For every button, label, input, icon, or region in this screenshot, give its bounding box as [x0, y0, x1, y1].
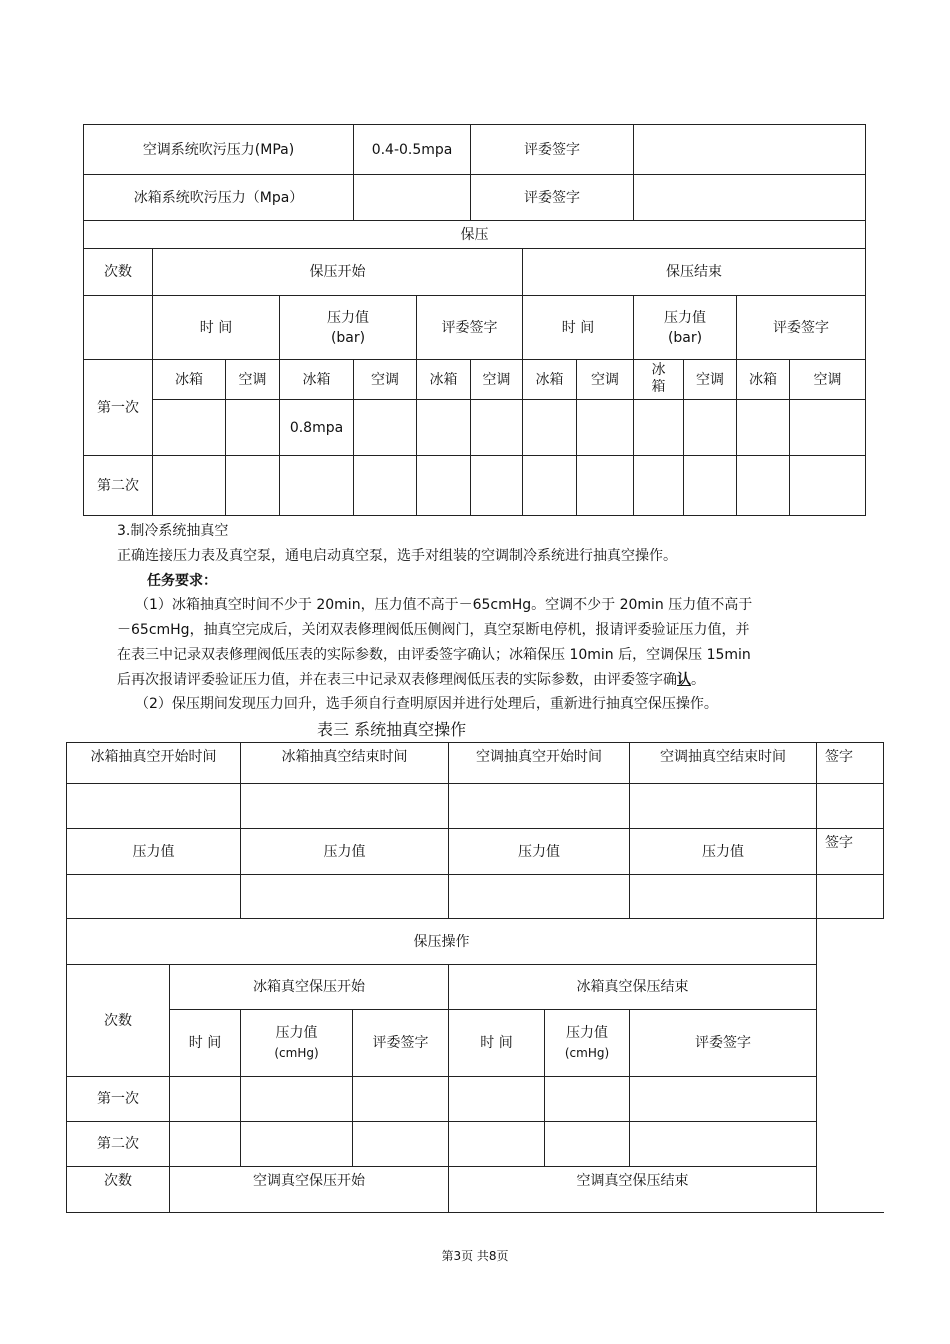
- hold-section-title: 保压: [84, 221, 866, 249]
- ac-vacuum-end-header: 空调抽真空结束时间: [630, 743, 817, 784]
- times-header: 次数: [67, 1167, 170, 1213]
- ac-blowdown-label: 空调系统吹污压力(MPa): [84, 125, 354, 175]
- judge-sign-cell[interactable]: [634, 125, 866, 175]
- fridge-header: 冰箱: [417, 360, 471, 400]
- pressure-unit: (cmHg): [274, 1046, 319, 1060]
- fridge-vacuum-start-header: 冰箱抽真空开始时间: [67, 743, 241, 784]
- data-cell[interactable]: [449, 1077, 545, 1122]
- data-cell[interactable]: [449, 784, 630, 829]
- hold-end-header: 保压结束: [523, 249, 866, 296]
- first-row-label: 第一次: [67, 1077, 170, 1122]
- fridge-char-1: 冰: [651, 362, 666, 378]
- data-cell[interactable]: [790, 456, 866, 516]
- blowdown-hold-table: [83, 124, 866, 516]
- judge-sign-header: 评委签字: [737, 296, 866, 360]
- empty-margin: [817, 965, 884, 1010]
- data-cell[interactable]: [817, 875, 884, 919]
- data-cell[interactable]: [417, 400, 471, 456]
- data-cell[interactable]: [545, 1122, 630, 1167]
- requirement-1-line-4-end: 。: [691, 672, 705, 688]
- data-cell[interactable]: [630, 1077, 817, 1122]
- pressure-header: [241, 1010, 353, 1077]
- time-header: 时 间: [449, 1010, 545, 1077]
- data-cell[interactable]: [353, 1077, 449, 1122]
- ac-header: 空调: [577, 360, 634, 400]
- table3-caption: 表三 系统抽真空操作: [317, 720, 467, 739]
- data-cell[interactable]: [684, 400, 737, 456]
- empty-margin: [817, 1010, 884, 1077]
- pressure-label: 压力值: [566, 1025, 608, 1041]
- pressure-header: 压力值: [449, 829, 630, 875]
- fridge-header-vertical: [634, 360, 684, 400]
- hold-start-header: 保压开始: [153, 249, 523, 296]
- fridge-vacuum-end-header: 冰箱抽真空结束时间: [241, 743, 449, 784]
- judge-sign-header: 评委签字: [353, 1010, 449, 1077]
- section-heading: 3.制冷系统抽真空: [117, 523, 229, 539]
- pressure-header: [280, 296, 417, 360]
- ac-header: 空调: [790, 360, 866, 400]
- data-cell[interactable]: [449, 1122, 545, 1167]
- pressure-header: [634, 296, 737, 360]
- ac-header: 空调: [684, 360, 737, 400]
- data-cell[interactable]: [354, 456, 417, 516]
- fridge-hold-start-header: 冰箱真空保压开始: [170, 965, 449, 1010]
- data-cell[interactable]: [153, 456, 226, 516]
- data-cell[interactable]: [354, 400, 417, 456]
- ac-header: 空调: [354, 360, 417, 400]
- data-cell[interactable]: [471, 456, 523, 516]
- hold-operation-title: 保压操作: [67, 919, 817, 965]
- requirement-1-line-3: 在表三中记录双表修理阀低压表的实际参数，由评委签字确认；冰箱保压 10min 后，空调保压 15min: [117, 647, 751, 663]
- time-header: 时 间: [170, 1010, 241, 1077]
- data-cell[interactable]: [67, 875, 241, 919]
- task-requirements-title: 任务要求：: [147, 573, 217, 589]
- pressure-label: 压力值: [664, 309, 707, 326]
- requirement-1-line-1: （1）冰箱抽真空时间不少于 20min，压力值不高于－65cmHg。空调不少于 20min 压力值不高于: [135, 597, 753, 613]
- ac-header: 空调: [471, 360, 523, 400]
- data-cell[interactable]: [170, 1122, 241, 1167]
- empty-margin: [817, 919, 884, 965]
- time-header: 时 间: [523, 296, 634, 360]
- pressure-header: [545, 1010, 630, 1077]
- data-cell[interactable]: [630, 784, 817, 829]
- data-cell[interactable]: [241, 784, 449, 829]
- empty-margin: [817, 1122, 884, 1167]
- judge-sign-label: 评委签字: [471, 125, 634, 175]
- data-cell[interactable]: [577, 400, 634, 456]
- second-row-label: 第二次: [67, 1122, 170, 1167]
- data-cell[interactable]: [67, 784, 241, 829]
- second-row-label: 第二次: [84, 456, 153, 516]
- data-cell[interactable]: [226, 400, 280, 456]
- pressure-header: 压力值: [67, 829, 241, 875]
- ac-header: 空调: [226, 360, 280, 400]
- fridge-blowdown-value[interactable]: [354, 175, 471, 221]
- pressure-unit: (bar): [330, 329, 366, 346]
- pressure-unit: (bar): [667, 329, 703, 346]
- section-intro: 正确连接压力表及真空泵，通电启动真空泵，选手对组装的空调制冷系统进行抽真空操作。: [117, 548, 677, 564]
- ac-hold-start-header: 空调真空保压开始: [170, 1167, 449, 1213]
- requirement-2: （2）保压期间发现压力回升，选手须自行查明原因并进行处理后，重新进行抽真空保压操作。: [135, 696, 718, 712]
- pressure-label: 压力值: [275, 1025, 318, 1041]
- data-cell[interactable]: [737, 456, 790, 516]
- confirm-underlined: 认: [677, 672, 691, 688]
- data-cell[interactable]: [523, 400, 577, 456]
- judge-sign-label: 评委签字: [471, 175, 634, 221]
- data-cell[interactable]: [577, 456, 634, 516]
- data-cell[interactable]: [817, 784, 884, 829]
- first-row-label: 第一次: [84, 360, 153, 456]
- ac-vacuum-start-header: 空调抽真空开始时间: [449, 743, 630, 784]
- data-cell[interactable]: [471, 400, 523, 456]
- data-cell[interactable]: [634, 456, 684, 516]
- pressure-header: 压力值: [241, 829, 449, 875]
- judge-sign-header: 评委签字: [630, 1010, 817, 1077]
- data-cell[interactable]: [630, 875, 817, 919]
- times-header: 次数: [84, 249, 153, 296]
- empty-margin: [817, 1167, 884, 1213]
- data-cell[interactable]: [241, 1077, 353, 1122]
- empty-margin: [817, 1077, 884, 1122]
- data-cell[interactable]: [449, 875, 630, 919]
- vacuum-operation-table: [66, 742, 884, 1213]
- sign-header: 签字: [817, 829, 884, 875]
- requirement-1-line-4-text: 后再次报请评委验证压力值，并在表三中记录双表修理阀低压表的实际参数，由评委签字确: [117, 672, 677, 688]
- pressure-unit: (cmHg): [564, 1046, 610, 1060]
- fridge-header: 冰箱: [280, 360, 354, 400]
- data-cell[interactable]: [737, 400, 790, 456]
- data-cell[interactable]: [153, 400, 226, 456]
- times-header: 次数: [67, 965, 170, 1077]
- pressure-label: 压力值: [327, 309, 370, 326]
- sign-header: 签字: [817, 743, 884, 784]
- fridge-blowdown-label: 冰箱系统吹污压力（Mpa）: [84, 175, 354, 221]
- judge-sign-header: 评委签字: [417, 296, 523, 360]
- fridge-header: 冰箱: [523, 360, 577, 400]
- data-cell[interactable]: [280, 456, 354, 516]
- data-cell[interactable]: [353, 1122, 449, 1167]
- judge-sign-cell[interactable]: [634, 175, 866, 221]
- ac-blowdown-value: 0.4-0.5mpa: [354, 125, 471, 175]
- fridge-header: 冰箱: [153, 360, 226, 400]
- data-cell[interactable]: [417, 456, 471, 516]
- data-cell[interactable]: [523, 456, 577, 516]
- time-header: 时 间: [153, 296, 280, 360]
- data-cell[interactable]: [634, 400, 684, 456]
- fridge-hold-end-header: 冰箱真空保压结束: [449, 965, 817, 1010]
- data-cell[interactable]: [170, 1077, 241, 1122]
- fridge-header: 冰箱: [737, 360, 790, 400]
- data-cell[interactable]: [684, 456, 737, 516]
- requirement-1-line-2: －65cmHg，抽真空完成后，关闭双表修理阀低压侧阀门，真空泵断电停机，报请评委验证压力值，并: [117, 622, 750, 638]
- ac-hold-end-header: 空调真空保压结束: [449, 1167, 817, 1213]
- pressure-header: 压力值: [630, 829, 817, 875]
- fridge-char-2: 箱: [651, 379, 666, 392]
- data-cell[interactable]: [630, 1122, 817, 1167]
- data-cell[interactable]: [545, 1077, 630, 1122]
- data-cell[interactable]: [226, 456, 280, 516]
- requirement-1-line-4: [117, 668, 705, 692]
- data-cell[interactable]: [241, 875, 449, 919]
- data-cell[interactable]: [241, 1122, 353, 1167]
- first-pressure-value[interactable]: 0.8mpa: [280, 400, 354, 456]
- page-footer: 第3页 共8页: [441, 1249, 509, 1263]
- data-cell[interactable]: [790, 400, 866, 456]
- empty-cell: [84, 296, 153, 360]
